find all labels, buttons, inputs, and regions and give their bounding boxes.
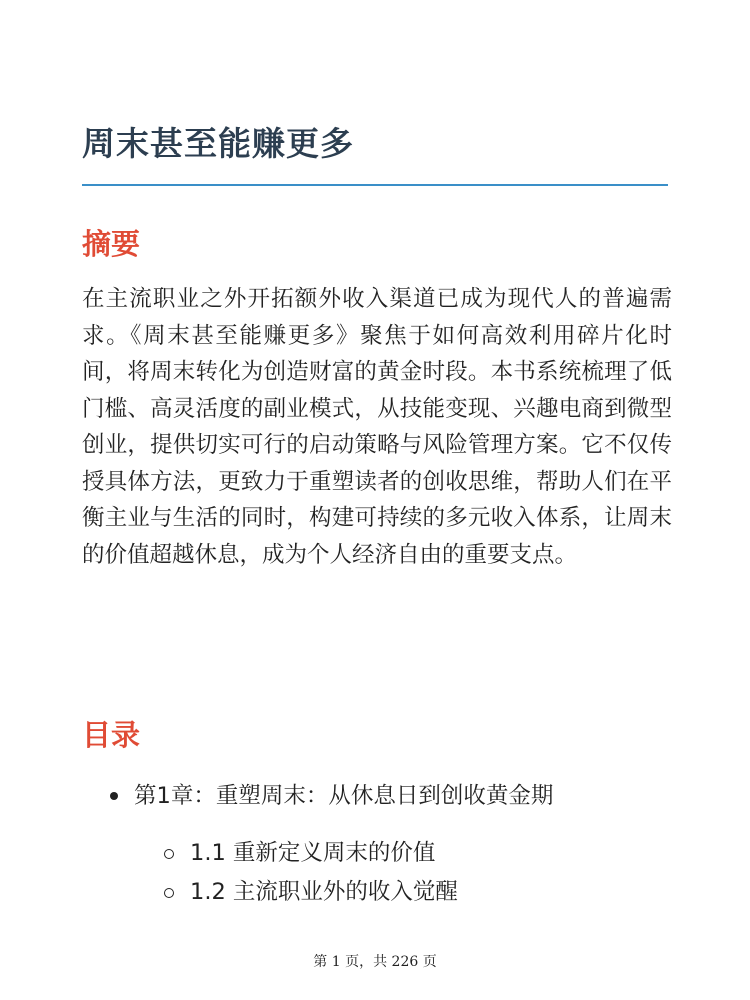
- bullet-circle-icon: [164, 888, 174, 898]
- title-divider: [82, 184, 668, 186]
- toc-section-label: 1.2 主流职业外的收入觉醒: [190, 879, 458, 905]
- toc-section-1-1[interactable]: [82, 834, 682, 873]
- toc-heading: 目录: [82, 718, 141, 752]
- toc-chapter-1[interactable]: [82, 778, 682, 912]
- toc-chapter-label: 第1章：重塑周末：从休息日到创收黄金期: [134, 783, 554, 809]
- toc-sublist: [82, 834, 682, 912]
- page-footer: 第 1 页，共 226 页: [313, 954, 437, 970]
- document-title: 周末甚至能赚更多: [82, 124, 354, 163]
- toc-section-label: 1.1 重新定义周末的价值: [190, 840, 436, 866]
- bullet-disc-icon: [110, 792, 118, 800]
- bullet-circle-icon: [164, 849, 174, 859]
- toc-list: [82, 778, 682, 912]
- toc-section-1-2[interactable]: [82, 873, 682, 912]
- abstract-heading: 摘要: [82, 227, 141, 261]
- abstract-body: 在主流职业之外开拓额外收入渠道已成为现代人的普遍需求。《周末甚至能赚更多》聚焦于如何高效利用碎片化时间，将周末转化为创造财富的黄金时段。本书系统梳理了低门槛、高灵活度的副业模式，从技能变现、兴趣电商到微型创业，提供切实可行的启动策略与风险管理方案。它不仅传授具体方法，更致力于重塑读者的创收思维，帮助人们在平衡主业与生活的同时，构建可持续的多元收入体系，让周末的价值超越休息，成为个人经济自由的重要支点。: [82, 286, 672, 568]
